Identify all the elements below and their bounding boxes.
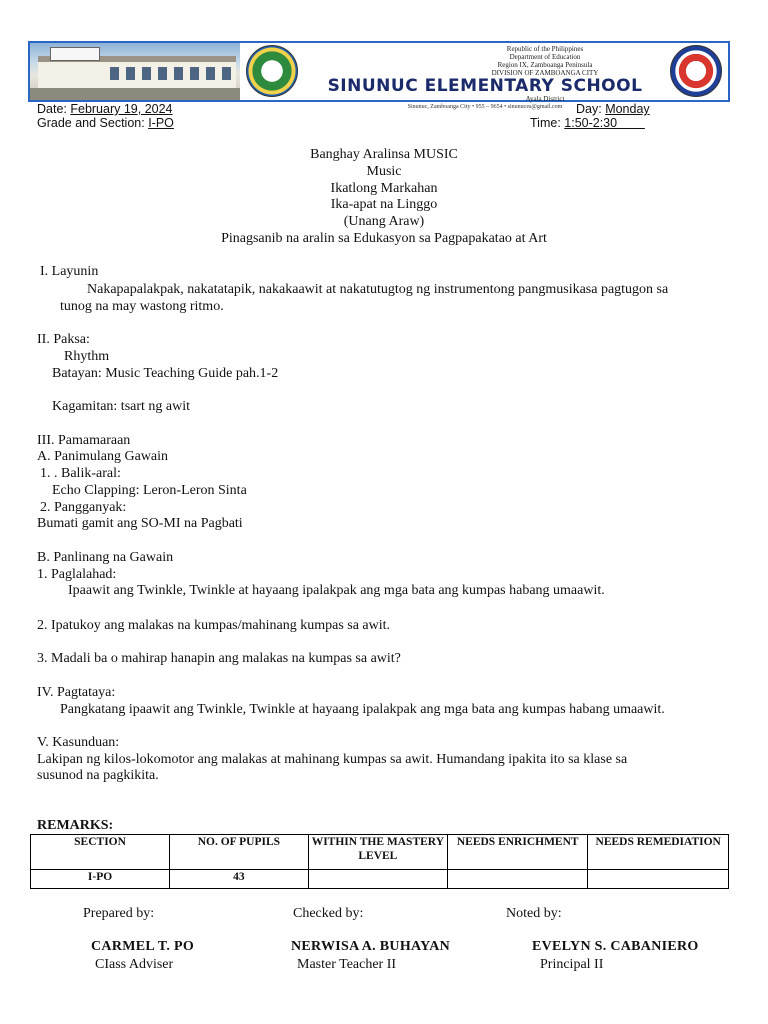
- deped-seal-logo: [670, 45, 722, 97]
- cell-mastery: [308, 870, 447, 889]
- date-label: Date:: [37, 102, 71, 116]
- header-region: Region IX, Zamboanga Peninsula: [497, 61, 593, 69]
- grade-label: Grade and Section:: [37, 116, 149, 130]
- cell-remediation: [588, 870, 729, 889]
- checked-by-role: Master Teacher II: [297, 957, 397, 972]
- layunin-heading: I. Layunin: [40, 264, 99, 279]
- col-header-remediation: NEEDS REMEDIATION: [588, 835, 729, 870]
- day-label: Day:: [576, 102, 606, 116]
- school-building-photo: [30, 43, 240, 100]
- prepared-by-role: CIass Adviser: [95, 957, 174, 972]
- cell-section: I-PO: [31, 870, 170, 889]
- pamamaraan-heading: III. Pamamaraan: [37, 433, 131, 448]
- title-line-4: Ika-apat na Linggo: [330, 197, 438, 213]
- noted-by-name: EVELYN S. CABANIERO: [532, 939, 699, 954]
- balik-aral-item: 1. . Balik-aral:: [40, 466, 121, 481]
- time-value: 1:50-2:30: [564, 116, 645, 130]
- date-value: February 19, 2024: [70, 102, 173, 116]
- noted-by-role: Principal II: [540, 957, 604, 972]
- cell-pupils: 43: [170, 870, 309, 889]
- school-seal-logo: [246, 45, 298, 97]
- col-header-enrichment: NEEDS ENRICHMENT: [448, 835, 588, 870]
- header-division: DIVISION OF ZAMBOANGA CITY: [491, 69, 599, 77]
- paksa-topic: Rhythm: [64, 349, 110, 364]
- title-line-3: Ikatlong Markahan: [330, 180, 438, 196]
- header-department: Department of Education: [509, 53, 581, 61]
- date-line: [37, 102, 173, 116]
- col-header-section: SECTION: [31, 835, 170, 870]
- panlinang-item-2: 2. Ipatukoy ang malakas na kumpas/mahinang kumpas sa awit.: [37, 618, 391, 633]
- grade-value: I-PO: [148, 116, 174, 130]
- header-contact: Sinunuc, Zamboanga City • 955 – 9654 • sinunuces@gmail.com: [407, 104, 563, 110]
- panlinang-gawain-heading: B. Panlinang na Gawain: [37, 550, 174, 565]
- pangganyak-text: Bumati gamit ang SO-MI na Pagbati: [37, 516, 243, 531]
- school-name: SINUNUC ELEMENTARY SCHOOL: [327, 76, 643, 96]
- col-header-pupils: NO. OF PUPILS: [170, 835, 309, 870]
- checked-by-name: NERWISA A. BUHAYAN: [291, 939, 451, 954]
- title-line-2: Music: [366, 163, 402, 179]
- pagtataya-text: Pangkatang ipaawit ang Twinkle, Twinkle at hayaang ipalakpak ang mga bata ang kumpas habang umaawit.: [60, 702, 665, 717]
- checked-by-label: Checked by:: [293, 906, 364, 921]
- paksa-batayan: Batayan: Music Teaching Guide pah.1-2: [52, 366, 279, 381]
- paksa-kagamitan: Kagamitan: tsart ng awit: [52, 399, 191, 414]
- paksa-heading: II. Paksa:: [37, 332, 90, 347]
- balik-aral-text: Echo Clapping: Leron-Leron Sinta: [52, 483, 247, 498]
- paglalahad-text: Ipaawit ang Twinkle, Twinkle at hayaang ipalakpak ang mga bata ang kumpas habang umaawit.: [68, 583, 605, 598]
- kasunduan-heading: V. Kasunduan:: [37, 735, 120, 750]
- time-line: [530, 116, 645, 130]
- grade-section-line: [37, 116, 174, 130]
- pangganyak-item: 2. Pangganyak:: [40, 500, 127, 515]
- noted-by-label: Noted by:: [506, 906, 562, 921]
- panlinang-item-3: 3. Madali ba o mahirap hanapin ang malakas na kumpas sa awit?: [37, 651, 401, 666]
- title-line-6: Pinagsanib na aralin sa Edukasyon sa Pagpapakatao at Art: [221, 230, 547, 246]
- remarks-table: [30, 834, 729, 889]
- pagtataya-heading: IV. Pagtataya:: [37, 685, 116, 700]
- prepared-by-label: Prepared by:: [83, 906, 155, 921]
- title-line-1: Banghay Aralinsa MUSIC: [310, 147, 458, 162]
- header-district: Ayala District: [525, 95, 565, 103]
- time-label: Time:: [530, 116, 565, 130]
- col-header-mastery: WITHIN THE MASTERY LEVEL: [308, 835, 447, 870]
- lesson-plan-title-block: [0, 147, 768, 248]
- cell-enrichment: [448, 870, 588, 889]
- paglalahad-item: 1. Paglalahad:: [37, 567, 117, 582]
- day-line: [576, 102, 650, 116]
- panimulang-gawain-heading: A. Panimulang Gawain: [37, 449, 169, 464]
- table-row: [31, 870, 729, 889]
- day-value: Monday: [605, 102, 650, 116]
- title-line-5: (Unang Araw): [343, 214, 425, 230]
- prepared-by-name: CARMEL T. PO: [91, 939, 195, 954]
- layunin-line-2: tunog na may wastong ritmo.: [60, 299, 224, 314]
- kasunduan-line-2: susunod na pagkikita.: [37, 768, 159, 783]
- layunin-line-1: Nakapapalakpak, nakatatapik, nakakaawit at nakatutugtog ng instrumentong pangmusikasa pagtugon sa: [87, 282, 669, 297]
- kasunduan-line-1: Lakipan ng kilos-lokomotor ang malakas at mahinang kumpas sa awit. Humandang ipakita ito sa klase sa: [37, 752, 628, 767]
- header-republic: Republic of the Philippines: [506, 45, 584, 53]
- remarks-title: REMARKS:: [37, 818, 114, 833]
- remarks-header-row: [31, 835, 729, 870]
